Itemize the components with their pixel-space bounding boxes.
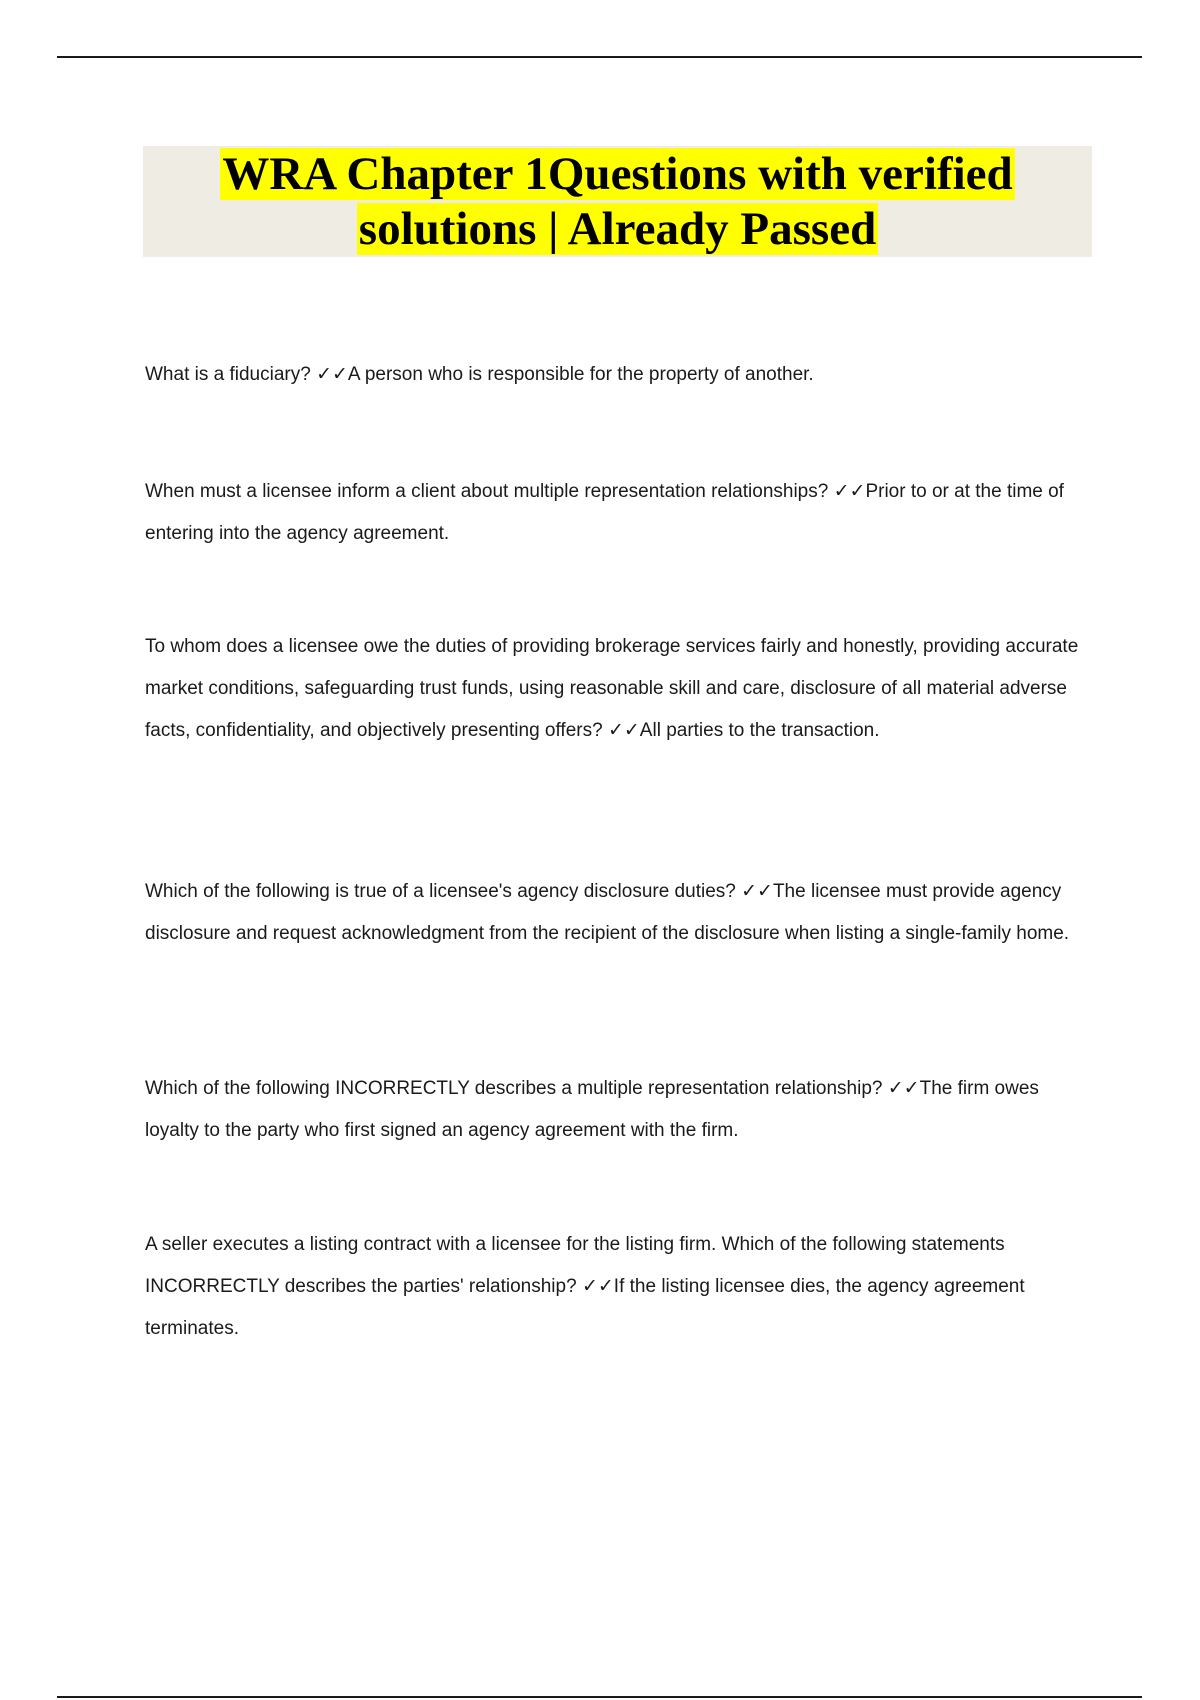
answer-text: The firm owes loyalty to the party who first signed an agency agreement with the firm.	[145, 1078, 1039, 1141]
question-text: A seller executes a listing contract with a licensee for the listing firm. Which of the following statements INCORRECTLY describes the parties' relationship?	[145, 1234, 1005, 1297]
answer-text: A person who is responsible for the property of another.	[347, 364, 814, 385]
qa-item-2	[145, 471, 1090, 555]
qa-item-1	[145, 354, 1090, 396]
qa-item-6	[145, 1224, 1090, 1350]
question-text: What is a fiduciary?	[145, 364, 311, 385]
answer-text: All parties to the transaction.	[639, 720, 880, 741]
title-banner	[143, 146, 1092, 257]
question-text: To whom does a licensee owe the duties of providing brokerage services fairly and honestly, providing accurate market conditions, safeguarding trust funds, using reasonable skill and care, disclosure of all material adverse facts, confidentiality, and objectively presenting offers?	[145, 636, 1079, 741]
double-check-icon: ✓✓	[316, 364, 348, 385]
qa-item-4	[145, 871, 1090, 955]
answer-text: If the listing licensee dies, the agency agreement terminates.	[145, 1276, 1025, 1339]
answer-text: Prior to or at the time of entering into the agency agreement.	[145, 481, 1064, 544]
double-check-icon: ✓✓	[833, 481, 866, 502]
qa-item-5	[145, 1068, 1090, 1152]
top-rule	[57, 56, 1142, 58]
question-text: Which of the following is true of a licensee's agency disclosure duties?	[145, 881, 736, 902]
double-check-icon: ✓✓	[741, 881, 773, 902]
document-title	[208, 147, 1028, 257]
qa-item-3	[145, 626, 1090, 752]
question-text: When must a licensee inform a client about multiple representation relationships?	[145, 481, 829, 502]
bottom-rule	[57, 1696, 1142, 1698]
document-title-text: WRA Chapter 1Questions with verified solutions | Already Passed	[222, 147, 1013, 255]
answer-text: The licensee must provide agency disclosure and request acknowledgment from the recipient of the disclosure when listing a single-family home.	[145, 881, 1070, 944]
question-text: Which of the following INCORRECTLY describes a multiple representation relationship?	[145, 1078, 883, 1099]
double-check-icon: ✓✓	[607, 720, 640, 741]
double-check-icon: ✓✓	[887, 1078, 920, 1099]
double-check-icon: ✓✓	[581, 1276, 614, 1297]
